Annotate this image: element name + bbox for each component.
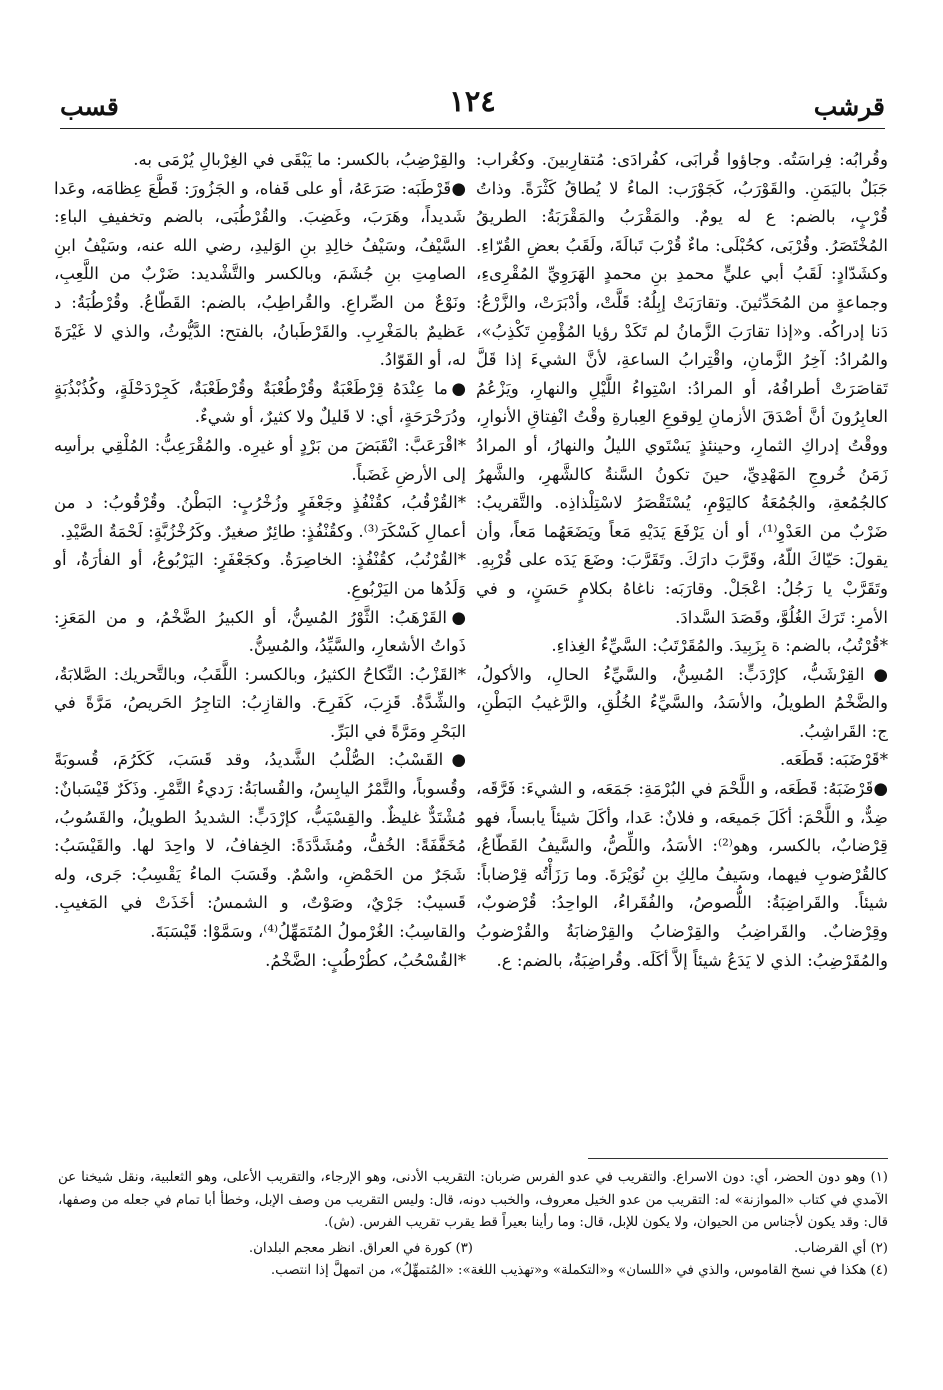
entry-paragraph: *قَرْضَبَه: قَطَعَه. [780, 750, 888, 770]
footnotes [58, 1167, 888, 1286]
entry-paragraph: ●قَرْطَبَه: صَرَعَهُ، أو على قَفاه، و الجَزُورَ: قَطَّعَ عِظامَه، وعَدا شَديداً، وهَرَبَ، وغَضِبَ. والقُرْطُبَى، بالضم وتخفيفِ الباءِ: السَّيْفُ، وسَيْفُ خالِدِ بنِ الوَليدِ، رضي الله عنه، وسَيْفُ ابنِ الصامِتِ بنِ جُشَمَ، وبالكسر والتَّشْديد: ضَرْبٌ من اللَّعِبِ، ونَوْعٌ من الصِّراعِ. والقُراطِبُ، بالضم: القَطّاعُ. وقُرْطُبَةُ: د عَظيمٌ بالمَغْرِبِ. والقَرْطَبانُ، بالفتح: الدَّيُّوثُ، والذي لا غَيْرَةَ له، أو القَوّادُ. [54, 178, 466, 370]
footnote-2: (٢) أي القرضاب. [794, 1240, 888, 1256]
entry-paragraph: *اقْرَعَبَّ: انْقَبَضَ من بَرْدٍ أو غيرِه. والمُقْرَعِبُّ: المُلْقِي برأسِه إلى الأرضِ غَضَباً. [54, 435, 466, 484]
footnote-1: (١) وهو دون الحضر، أي: دون الاسراع. والتقريب في عدو الفرس ضربان: التقريب الأدنى، وهو الإرجاء، والتقريب الأعلى، وهو الثعلبية، ونقل شيخنا عن الآمدي في كتاب «الموازنة» له: التقريب من عدو الخيل معروف، والخبب دونه، قال: وليس التقريب من وصف الإبل، وخطأ أبا تمام في جعله من وصفها، قال: وقد يكون لأجناس من الحيوان، ولا يكون للإبل، قال: وما رأينا بعيراً قط يقرب تقريب الفرس. (ش). [58, 1170, 888, 1230]
entry-paragraph: ●ما عِنْدَهُ قِرْطَعْبَةٌ وقُرْطُعْبَةٌ وقُرْطَعْبَةٌ، كَجِرْدَحْلَةٍ، وكُذُبْذُبَةٍ ودُرَحْرَحَةٍ، أي: لا قَليلٌ ولا كثيرٌ، أو شيءٌ. [54, 378, 466, 427]
footnote-row [58, 1238, 888, 1261]
entry-paragraph: والقِرْضِبُ، بالكسر: ما يَبْقَى في الغِرْبالِ يُرْمَى به. [133, 150, 466, 169]
page-number: ١٢٤ [449, 84, 496, 118]
entry-paragraph: *القُسْحُبُ، كطُرْطُبٍ: الضَّخْمُ. [265, 950, 466, 970]
header-left-word: قسب [60, 92, 119, 121]
left-column [54, 146, 466, 975]
entry-paragraph: ●القِرْشَبُّ، كإرْدَبٍّ: المُسِنُّ، والسَّيِّءُ الحالِ، والأكولُ، والضَّخْمُ الطويلُ، والأسَدُ، والسَّيِّءُ الخُلُقِ، والرَّغيبُ البَطْنِ، ج: القَراشِبُ. [476, 664, 888, 741]
entry-paragraph: وقُرابُه: فِراسَتُه. وجاؤوا قُرابَى، كفُرادَى: مُتقارِبينَ. وكغُراب: جَبَلٌ باليَمَنِ. والقَوْرَبُ، كَجَوْرَب: الماءُ لا يُطاقُ كَثْرَةً. وذاتُ قُرْبٍ، بالضم: ع له يومٌ. والمَقْرَبُ والمَقْرَبَةُ: الطريقُ المُخْتَصَرُ. وقُرْبَى، كحُبْلَى: ماءٌ قُرْبَ تَبالَةَ، ولَقَبُ بعضِ القُرّاءِ. وكشَدّادٍ: لَقَبُ أبي عليٍّ محمدِ بنِ محمدٍ الهَرَوِيِّ المُقْرِىءِ، وجماعةٍ من المُحَدِّثينَ. وتقارَبَتْ إبِلُهُ: قَلَّتْ، وأدْبَرَتْ، والزَّرْعُ: دَنا إدراكُه. و«إذا تقارَبَ الزَّمانُ لم تَكَدْ رؤيا المُؤْمِنِ تَكْذِبُ»، والمُرادُ: آخِرُ الزَّمانِ، واقْتِرابُ الساعةِ، لأنَّ الشيءَ إذا قَلَّ تَقاصَرَتْ أطرافُهُ، أو المرادُ: اسْتِواءُ اللَّيْلِ والنهارِ، ويَزْعُمُ العابِرُونَ أنَّ أصْدَقَ الأزمانِ لِوقوعِ العِبارةِ وقْتُ انْفِتاقِ الأنوارِ، ووقْتُ إدراكِ الثمارِ، وحينئذٍ يَسْتَوي الليلُ والنهارُ، أو المرادُ زَمَنُ خُروجِ المَهْدِيِّ، حينَ تكونُ السَّنةُ كالشَّهرِ، والشَّهرُ كالجُمُعةِ، والجُمُعَةُ كاليَوْمِ، يُسْتَقْصَرُ لاسْتِلْذاذِه. والتَّقريبُ: ضَرْبٌ من العَدْوِ⁽¹⁾، أو أن يَرْفَعَ يَدَيْهِ مَعاً ويَضَعَهُما مَعاً، وأن يقولَ: حَيّاكَ اللّهُ، وقَرَّبَ دارَكَ. وتَقَرَّبَ: وضَعَ يَدَه على قُرْبِهِ. وتَقَرَّبْ يا رَجُلُ: اعْجَلْ. وقارَبَه: ناغاهُ بكلامٍ حَسَنٍ، و في الأمرِ: تَرَكَ الغُلُوَّ، وقَصَدَ السَّدادَ. [476, 150, 888, 627]
entry-paragraph: ●القَسْبُ: الصُّلْبُ الشَّديدُ، وقد قَسَبَ، كَكَرُمَ، قُسوبَةً وقُسوباً، والتَّمْرُ اليابِسُ، والقُسابَةُ: رَديءُ التَّمْرِ. وذَكَرٌ قَيْسَبانٌ: مُشْتَدٌّ غليظٌ. والقِسْيَبُّ، كإرْدَبٍّ: الشديدُ الطويلُ، والقَسُوبُ، مُخَفَّفَةً: الخُفُّ، ومُشَدَّدَةً: الخِفافُ، لا واحِدَ لها. والقَيْسَبُ: شَجَرٌ من الحَمْضِ، واسْمٌ. وقَسَبَ الماءُ يَقْسِبُ: جَرى، وله قَسيبٌ: جَرْيٌ، وصَوْتٌ، و الشمسُ: أخَذَتْ في المَغيبِ. والقاسِبُ: الغُرْمولُ المُتَمَهِّلُ⁽⁴⁾، وسَمَّوْا: قَيْسَبَةَ. [54, 750, 466, 942]
entry-paragraph: *القَزْبُ: النِّكاحُ الكثيرُ، وبالكسر: اللَّقَبُ، وبالتَّحريك: الصَّلابَةُ، والشِّدَّةُ. قَزِبَ، كَفَرِحَ. والقازِبُ: التاجِرُ الحَريصُ، مَرَّةً في البَحْرِ ومَرَّةً في البَرِّ. [54, 664, 466, 741]
header-right-word: قرشب [813, 92, 885, 121]
entry-paragraph: ●قَرْضَبَهُ: قَطَعَه، و اللَّحْمَ في البُرْمَةِ: جَمَعَه، و الشيءَ: فَرَّقَه، ضِدٌّ، و اللَّحْمَ: أكَلَ جَميعَه، و فلانٌ: عَدا، وأكَلَ شيئاً يابساً، فهو قِرْضابٌ، بالكسر، وهو⁽²⁾: الأسَدُ، واللِّصُّ، والسَّيفُ القَطّاعُ، كالقُرْضوبِ فيهما، وسَيفُ مالِكِ بنِ نُوَيْرَةَ. وما رَزَأْتُه قِرْضاباً: شيئاً. والقَراضِبَةُ: اللُّصوصُ، والفُقَراءُ، الواحِدُ: قُرْضوبٌ، وقِرْضابٌ. والقَراضِبُ والقِرْضابُ والقِرْضابَةُ والقُرْضوبُ والمُقَرْضِبُ: الذي لا يَدَعُ شيئاً إلاَّ أكَلَه. وقُراضِبَةُ، بالضم: ع. [476, 779, 888, 970]
footnote-4: (٤) هكذا في نسخ القاموس، والذي في «اللسان» و«التكملة» و«تهذيب اللغة»: «المُتمهِّلُ»، من اتمهلَّ إذا انتصب. [270, 1263, 888, 1278]
footnote-3: (٣) كورة في العراق. انظر معجم البلدان. [248, 1240, 473, 1256]
header-divider [60, 128, 885, 129]
entry-paragraph: *القُرْقُبُ، كقُنْفُذٍ وجَعْفَرٍ وزُخْرُبٍ: البَطْنُ. وقُرْقُوبُ: د من أعمالِ كَسْكَرَ⁽³⁾. وكقُنْفُذٍ: طائِرٌ صغيرٌ. وكَرُخْزُبَّةٍ: لَحْمَةُ الصَّيْدِ. [54, 493, 466, 541]
footnote-divider [588, 1158, 888, 1159]
entry-paragraph: ●القَرْهَبُ: الثَّوْرُ المُسِنُّ، أو الكبيرُ الضَّخْمُ، و من المَعَزِ: ذَواتُ الأشعارِ، والسَّيِّدُ، والمُسِنُّ. [54, 607, 466, 656]
page-header [60, 84, 885, 124]
right-column [476, 146, 888, 975]
entry-paragraph: *القُرْنُبُ، كقُنْفُذٍ: الخاصِرَةُ. وكجَعْفَرٍ: اليَرْبُوعُ، أو الفأرَةُ، أو وَلَدُها من اليَرْبُوعِ. [54, 550, 466, 598]
entry-paragraph: *قُرْتُبُ، بالضم: ة بِزَبِيدَ. والمُقَرْتَبُ: السَّيِّءُ الغِذاءِ. [551, 636, 888, 656]
